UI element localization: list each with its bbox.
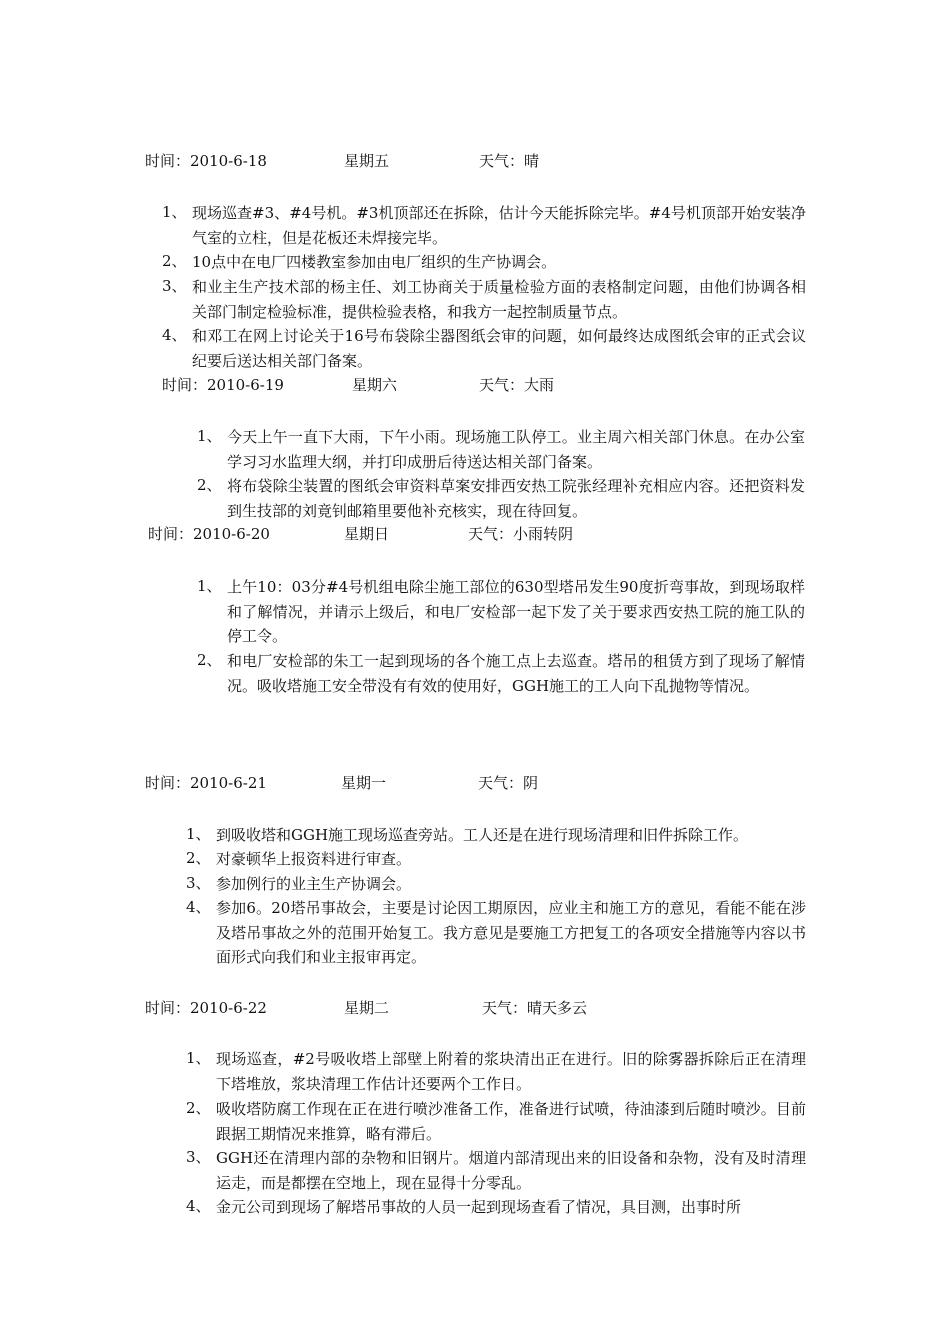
entry-date: 时间：2010-6-19 xyxy=(162,376,284,394)
item-number: 1、 xyxy=(186,1049,211,1067)
entry-weekday: 星期六 xyxy=(352,376,398,394)
item-number: 4、 xyxy=(162,326,187,344)
item-number: 3、 xyxy=(186,1148,211,1166)
item-number: 2、 xyxy=(197,651,222,669)
item-text: 现场巡查，#2号吸收塔上部壁上附着的浆块清出正在进行。旧的除雾器拆除后正在清理下塔堆放，浆块清理工作估计还要两个工作日。 xyxy=(216,1050,806,1093)
item-number: 2、 xyxy=(186,1099,211,1117)
entry-weather: 天气：晴 xyxy=(479,152,540,170)
entry-weekday: 星期五 xyxy=(344,152,390,170)
item-text: 和电厂安检部的朱工一起到现场的各个施工点上去巡查。塔吊的租赁方到了现场了解情况。吸收塔施工安全带没有有效的使用好，GGH施工的工人向下乱抛物等情况。 xyxy=(227,652,805,695)
item-text: 对豪顿华上报资料进行审查。 xyxy=(216,850,412,868)
item-number: 3、 xyxy=(186,874,211,892)
item-text: 现场巡查#3、#4号机。#3机顶部还在拆除，估计今天能拆除完毕。#4号机顶部开始安装净气室的立柱，但是花板还未焊接完毕。 xyxy=(192,204,806,247)
item-number: 4、 xyxy=(186,898,211,916)
entry-date: 时间：2010-6-22 xyxy=(145,999,267,1017)
entry-date: 时间：2010-6-18 xyxy=(145,152,267,170)
item-number: 2、 xyxy=(186,849,211,867)
entry-weekday: 星期一 xyxy=(341,774,387,792)
item-text: 今天上午一直下大雨，下午小雨。现场施工队停工。业主周六相关部门休息。在办公室学习习水监理大纲，并打印成册后待送达相关部门备案。 xyxy=(227,428,805,471)
item-text: GGH还在清理内部的杂物和旧钢片。烟道内部清现出来的旧设备和杂物，没有及时清理运走，而是都摆在空地上，现在显得十分零乱。 xyxy=(216,1149,806,1192)
entry-weather: 天气：小雨转阴 xyxy=(468,525,574,543)
item-text: 到吸收塔和GGH施工现场巡查旁站。工人还是在进行现场清理和旧件拆除工作。 xyxy=(216,826,749,844)
entry-weather: 天气：晴天多云 xyxy=(482,999,588,1017)
entry-weather: 天气：大雨 xyxy=(479,376,555,394)
item-number: 1、 xyxy=(197,427,222,445)
item-text: 金元公司到现场了解塔吊事故的人员一起到现场查看了情况，具目测，出事时所 xyxy=(216,1198,742,1216)
item-text: 参加6。20塔吊事故会，主要是讨论因工期原因，应业主和施工方的意见，看能不能在涉及塔吊事故之外的范围开始复工。我方意见是要施工方把复工的各项安全措施等内容以书面形式向我们和业主报审再定。 xyxy=(216,899,806,966)
item-number: 2、 xyxy=(162,252,187,270)
entry-weather: 天气：阴 xyxy=(478,774,539,792)
entry-weekday: 星期日 xyxy=(344,525,390,543)
item-text: 和邓工在网上讨论关于16号布袋除尘器图纸会审的问题，如何最终达成图纸会审的正式会议纪要后送达相关部门备案。 xyxy=(192,327,806,370)
item-text: 上午10：03分#4号机组电除尘施工部位的630型塔吊发生90度折弯事故，到现场取样和了解情况，并请示上级后，和电厂安检部一起下发了关于要求西安热工院的施工队的停工令。 xyxy=(227,578,805,645)
item-number: 3、 xyxy=(162,277,187,295)
item-number: 1、 xyxy=(186,825,211,843)
item-number: 1、 xyxy=(162,203,187,221)
item-text: 和业主生产技术部的杨主任、刘工协商关于质量检验方面的表格制定问题，由他们协调各相关部门制定检验标准，提供检验表格，和我方一起控制质量节点。 xyxy=(192,278,806,321)
item-number: 2、 xyxy=(197,476,222,494)
item-text: 将布袋除尘装置的图纸会审资料草案安排西安热工院张经理补充相应内容。还把资料发到生技部的刘竟钊邮箱里要他补充核实，现在待回复。 xyxy=(227,477,805,520)
entry-weekday: 星期二 xyxy=(344,999,390,1017)
item-number: 1、 xyxy=(197,577,222,595)
item-number: 4、 xyxy=(186,1197,211,1215)
item-text: 参加例行的业主生产协调会。 xyxy=(216,875,412,893)
item-text: 吸收塔防腐工作现在正在进行喷沙准备工作，准备进行试喷，待油漆到后随时喷沙。目前跟据工期情况来推算，略有滞后。 xyxy=(216,1100,806,1143)
item-text: 10点中在电厂四楼教室参加由电厂组织的生产协调会。 xyxy=(192,253,557,271)
entry-date: 时间：2010-6-21 xyxy=(145,774,267,792)
entry-date: 时间：2010-6-20 xyxy=(148,525,270,543)
